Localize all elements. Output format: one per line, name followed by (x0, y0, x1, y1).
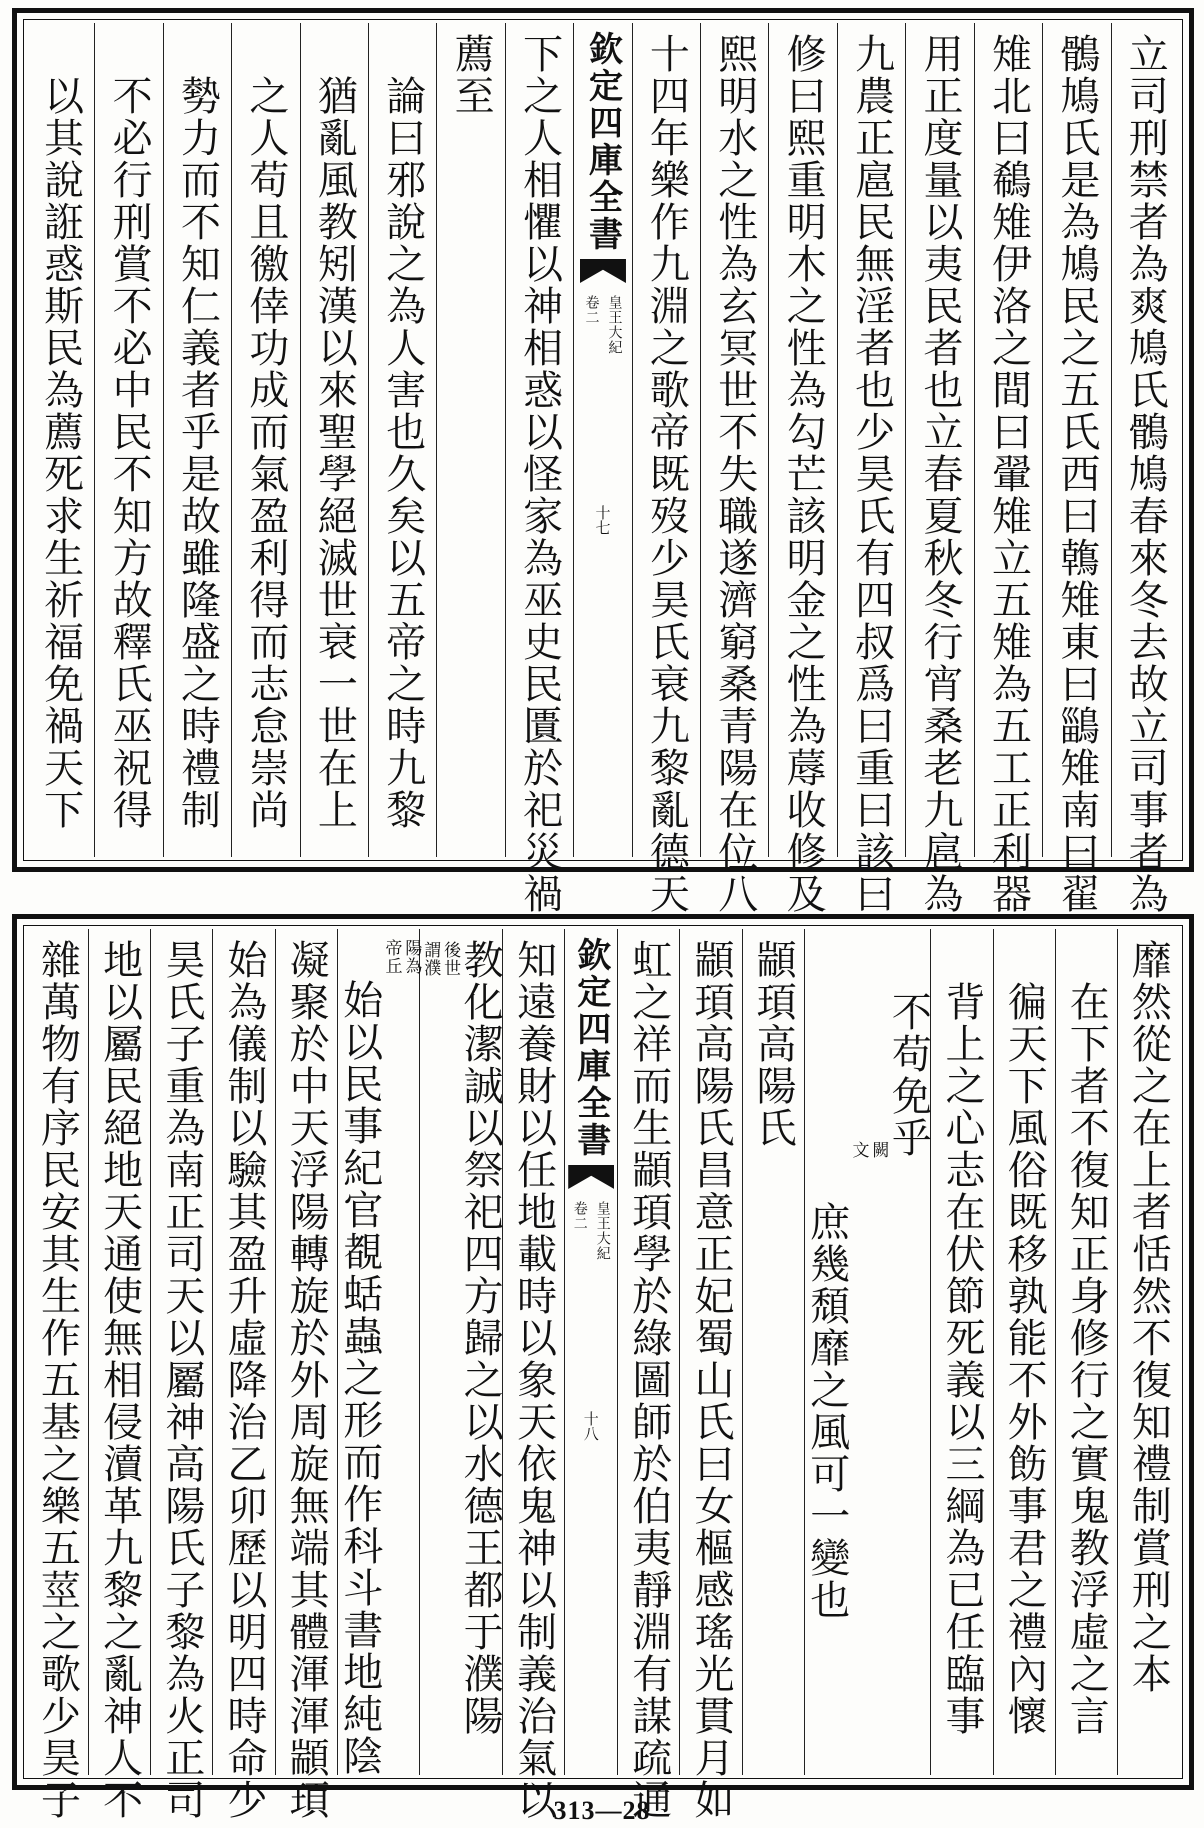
column-text: 靡然從之在上者恬然不復知禮制賞刑之本 (1125, 939, 1172, 1695)
text-column (436, 23, 504, 857)
column-text: 教化潔誠以祭祀四方歸之以水德王都于濮陽 (457, 939, 504, 1737)
text-column (1055, 929, 1117, 1775)
column-text: 虹之祥而生顓頊學於綠圖師於伯夷靜淵有謀疏通 (625, 939, 672, 1821)
column-text: 以其說誑惑斯民為薦死求生祈福免禍天下 (37, 75, 84, 831)
text-column (768, 23, 836, 915)
page-number: 313—28 (553, 1796, 651, 1825)
text-column (150, 929, 212, 1821)
note-text: 謂濮 (420, 941, 441, 977)
note-text: 文 (848, 1141, 869, 1159)
commentary-note (382, 939, 420, 975)
column-text: 雉北曰鵗雉伊洛之間曰翬雉立五雉為五工正利器 (985, 33, 1032, 915)
text-column (1042, 23, 1110, 915)
column-text: 鶻鳩氏是為鳩民之五氏西曰鶾雉東曰鶅雉南曰翟 (1053, 33, 1100, 915)
text-column (974, 23, 1042, 915)
text-column (300, 23, 368, 857)
column-text: 雜萬物有序民安其生作五基之樂五莖之歌少昊子 (34, 939, 81, 1821)
column-text: 始為儀制以驗其盈升虛降治乙卯歷以明四時命少 (220, 939, 267, 1821)
column-text: 昊氏子重為南正司天以屬神高陽氏子黎為火正司 (158, 939, 205, 1821)
center-margin (573, 23, 631, 857)
column-text: 背上之心志在伏節死義以三綱為已任臨事 (938, 981, 985, 1737)
note-text: 帝丘 (381, 939, 402, 975)
text-column (368, 23, 436, 857)
text-column (502, 929, 564, 1821)
column-text: 知遠養財以任地載時以象天依鬼神以制義治氣以 (510, 939, 557, 1821)
text-column (905, 23, 973, 915)
note-text: 陽為 (401, 939, 422, 975)
volume-label: 卷二 (583, 295, 600, 325)
commentary-note (420, 941, 461, 977)
text-column (930, 929, 992, 1775)
top-columns (27, 23, 1179, 915)
text-column (337, 929, 420, 1775)
column-text: 修曰熙重明木之性為勾芒該明金之性為蓐收修及 (780, 33, 827, 915)
column-text: 猶亂風教矧漢以來聖學絕滅世衰一世在上 (311, 75, 358, 831)
text-column (505, 23, 573, 915)
text-column (27, 23, 94, 857)
book-title: 欽定四庫全書 (582, 31, 623, 253)
column-text: 凝聚於中天浮陽轉旋於外周旋無端其體渾渾顓頊 (283, 939, 330, 1821)
chapter-title: 皇王大紀 (594, 1201, 611, 1261)
folio-number: 十八 (581, 1411, 600, 1441)
fishtail-mark-icon (568, 1165, 614, 1189)
column-text: 顓頊高陽氏 (750, 939, 797, 1149)
text-column (804, 929, 931, 1775)
text-column (742, 929, 804, 1775)
text-column (837, 23, 905, 915)
column-text: 不苟免乎 (885, 991, 932, 1159)
center-margin (564, 929, 617, 1775)
column-text: 徧天下風俗既移孰能不外飭事君之禮內懷 (1001, 981, 1048, 1737)
column-text: 不必行刑賞不必中民不知方故釋氏巫祝得 (106, 75, 153, 831)
column-text: 之人苟且徼倖功成而氣盈利得而志怠崇尚 (242, 75, 289, 831)
column-text: 立司刑禁者為爽鳩氏鶻鳩春來冬去故立司事者為 (1122, 33, 1169, 915)
column-text: 勢力而不知仁義者乎是故雖隆盛之時禮制 (174, 75, 221, 831)
text-column (163, 23, 231, 857)
text-column (212, 929, 274, 1821)
note-text: 闕 (868, 1141, 889, 1159)
column-text: 九農正扈民無淫者也少昊氏有四叔爲曰重曰該曰 (848, 33, 895, 915)
book-title: 欽定四庫全書 (570, 937, 611, 1159)
text-column (94, 23, 162, 857)
text-column (617, 929, 679, 1821)
note-text: 後世 (440, 941, 461, 977)
folio-number: 十七 (593, 505, 612, 535)
text-column (27, 929, 88, 1821)
text-column (700, 23, 768, 915)
text-column (88, 929, 150, 1821)
column-text: 用正度量以夷民者也立春夏秋冬行宵桑老九扈為 (917, 33, 964, 915)
column-text: 熙明水之性為玄冥世不失職遂濟窮桑青陽在位八 (711, 33, 758, 915)
fishtail-mark-icon (580, 259, 626, 283)
column-text: 庶幾頹靡之風可一變也 (803, 1201, 850, 1621)
column-text: 地以屬民絕地天通使無相侵瀆革九黎之亂神人不 (96, 939, 143, 1821)
column-text: 在下者不復知正身修行之實鬼教浮虛之言 (1063, 981, 1110, 1737)
text-column (275, 929, 337, 1821)
column-text: 薦至 (448, 33, 495, 117)
text-column (679, 929, 741, 1821)
column-text: 下之人相懼以神相惑以怪家為巫史民匱於祀災禍 (516, 33, 563, 915)
text-column (419, 929, 502, 1775)
text-column (1111, 23, 1179, 915)
column-text: 顓頊高陽氏昌意正妃蜀山氏曰女樞感瑤光貫月如 (687, 939, 734, 1821)
volume-label: 卷二 (571, 1201, 588, 1231)
column-text: 始以民事紀官覩蛞蟲之形而作科斗書地純陰 (336, 979, 383, 1777)
top-page (12, 8, 1194, 915)
chapter-title: 皇王大紀 (606, 295, 623, 355)
lacuna-note (849, 1141, 887, 1159)
text-column (632, 23, 700, 915)
column-text: 論曰邪說之為人害也久矣以五帝之時九黎 (379, 75, 426, 831)
text-column (231, 23, 299, 857)
text-column (993, 929, 1055, 1775)
column-text: 十四年樂作九淵之歌帝既歿少昊氏衰九黎亂德天 (643, 33, 690, 915)
text-column (1117, 929, 1179, 1775)
